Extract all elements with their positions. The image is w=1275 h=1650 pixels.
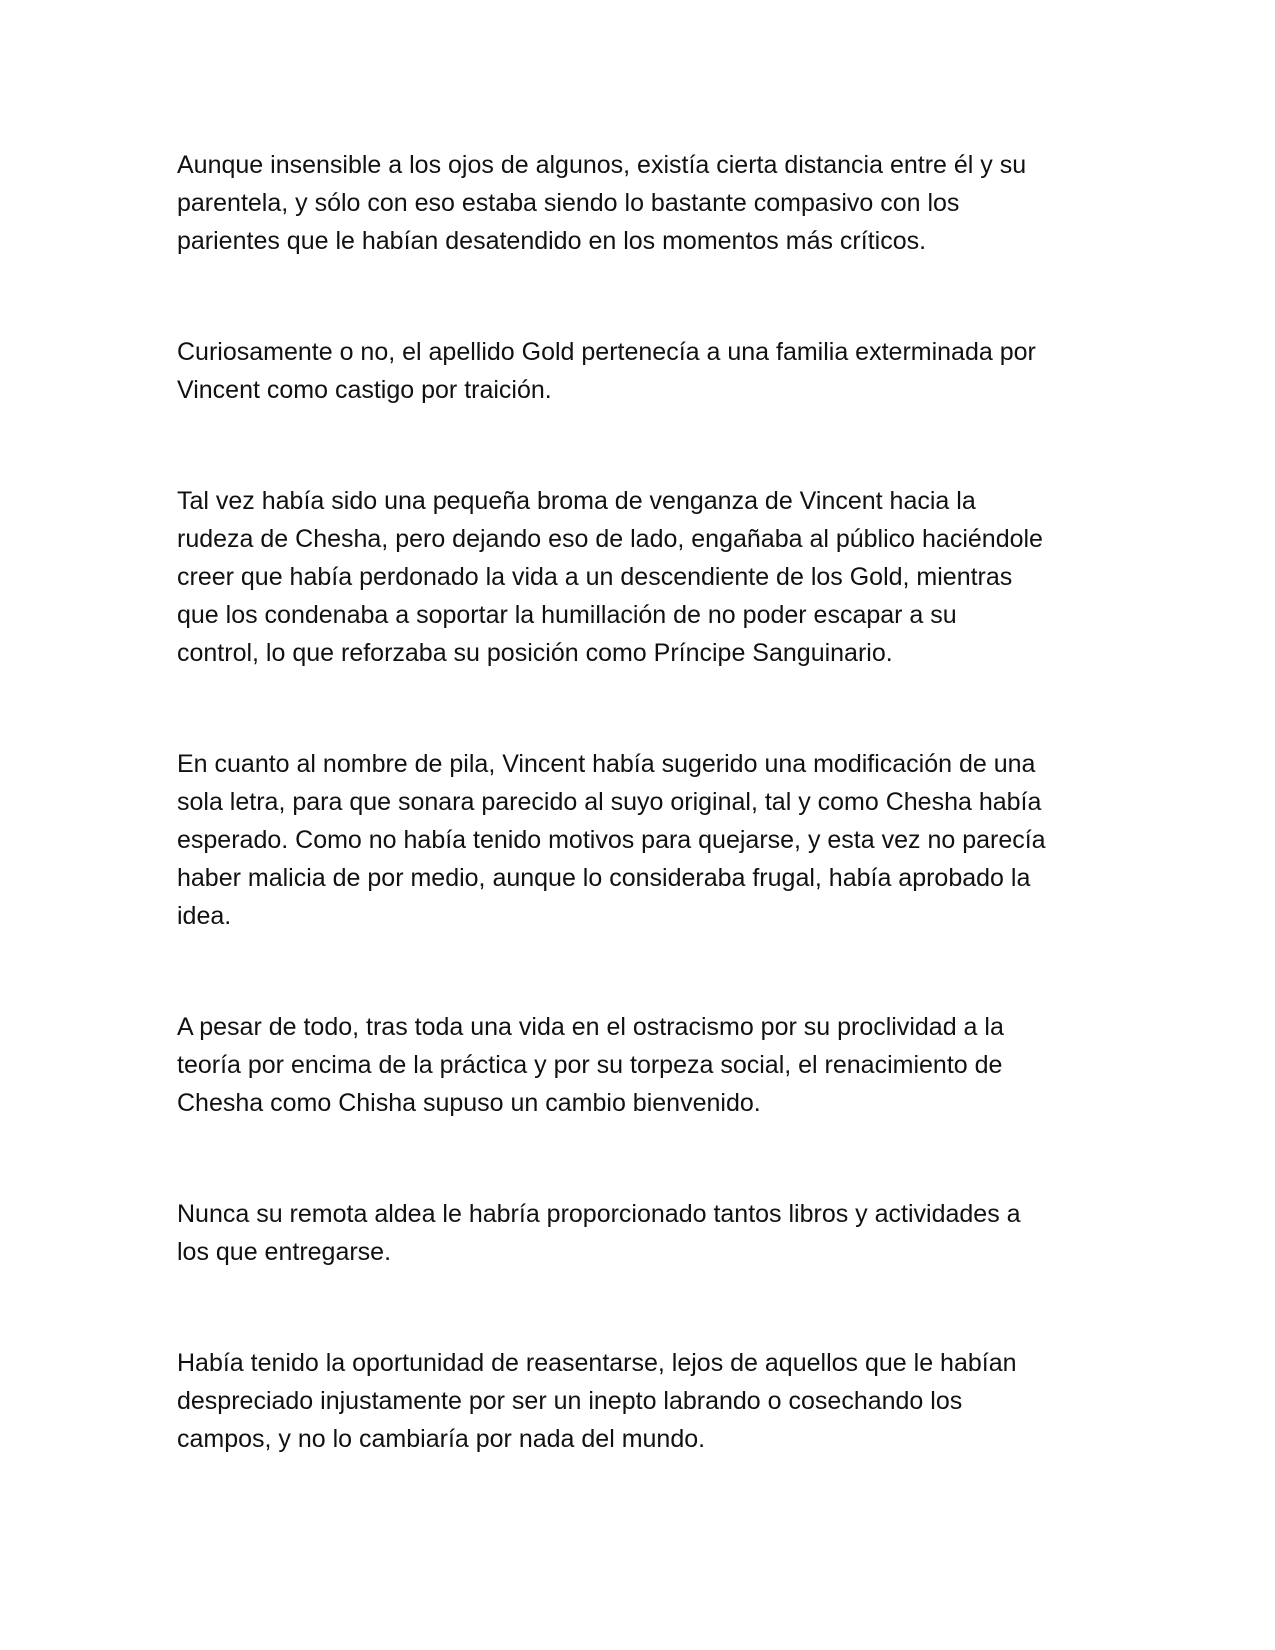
text-line: A pesar de todo, tras toda una vida en el ostracismo por su proclividad a la (177, 1013, 1004, 1041)
body-text (177, 146, 1117, 1531)
paragraph-4 (177, 745, 1117, 935)
text-line: Chesha como Chisha supuso un cambio bienvenido. (177, 1089, 761, 1117)
text-line: Aunque insensible a los ojos de algunos, existía cierta distancia entre él y su (177, 151, 1027, 179)
paragraph-6 (177, 1195, 1117, 1271)
text-line: los que entregarse. (177, 1238, 392, 1266)
paragraph-2 (177, 333, 1117, 409)
text-line: control, lo que reforzaba su posición como Príncipe Sanguinario. (177, 639, 893, 667)
text-line: esperado. Como no había tenido motivos para quejarse, y esta vez no parecía (177, 826, 1046, 854)
text-line: que los condenaba a soportar la humillación de no poder escapar a su (177, 601, 957, 629)
text-line: Tal vez había sido una pequeña broma de venganza de Vincent hacia la (177, 487, 976, 515)
paragraph-5 (177, 1008, 1117, 1122)
text-line: parientes que le habían desatendido en los momentos más críticos. (177, 227, 927, 255)
text-line: creer que había perdonado la vida a un descendiente de los Gold, mientras (177, 563, 1013, 591)
text-line: Vincent como castigo por traición. (177, 376, 552, 404)
text-line: idea. (177, 902, 232, 930)
paragraph-1 (177, 146, 1117, 260)
text-line: Nunca su remota aldea le habría proporcionado tantos libros y actividades a (177, 1200, 1021, 1228)
text-line: haber malicia de por medio, aunque lo consideraba frugal, había aprobado la (177, 864, 1031, 892)
text-line: rudeza de Chesha, pero dejando eso de lado, engañaba al público haciéndole (177, 525, 1043, 553)
text-line: campos, y no lo cambiaría por nada del mundo. (177, 1425, 706, 1453)
text-line: sola letra, para que sonara parecido al suyo original, tal y como Chesha había (177, 788, 1042, 816)
text-line: Curiosamente o no, el apellido Gold pertenecía a una familia exterminada por (177, 338, 1036, 366)
text-line: parentela, y sólo con eso estaba siendo lo bastante compasivo con los (177, 189, 960, 217)
text-line: teoría por encima de la práctica y por su torpeza social, el renacimiento de (177, 1051, 1003, 1079)
text-line: despreciado injustamente por ser un inepto labrando o cosechando los (177, 1387, 963, 1415)
text-line: En cuanto al nombre de pila, Vincent había sugerido una modificación de una (177, 750, 1036, 778)
paragraph-3 (177, 482, 1117, 672)
paragraph-7 (177, 1344, 1117, 1458)
text-line: Había tenido la oportunidad de reasentarse, lejos de aquellos que le habían (177, 1349, 1017, 1377)
